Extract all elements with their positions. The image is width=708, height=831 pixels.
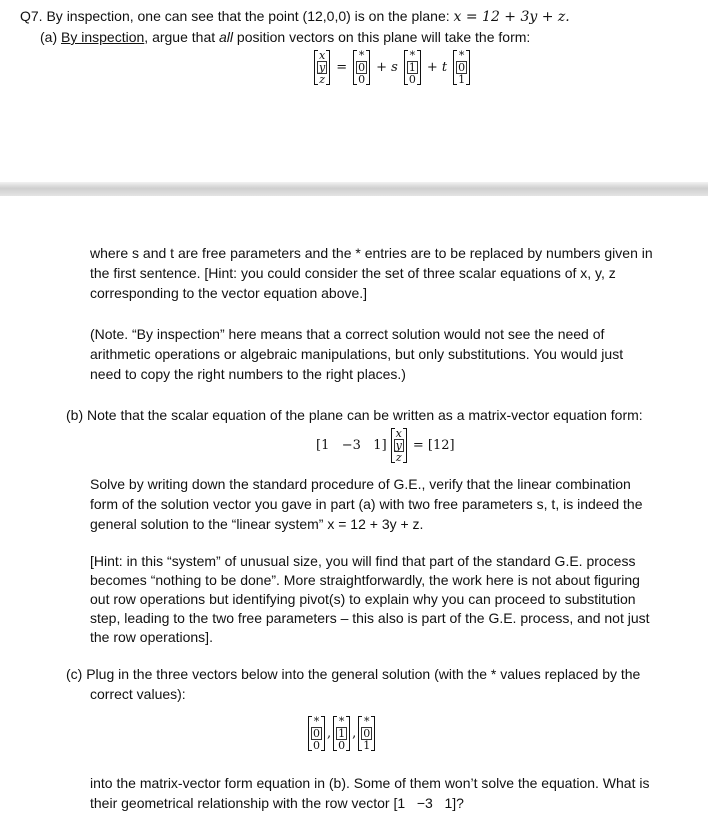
part-a-para-line-2: the first sentence. [Hint: you could consider the set of three scalar equations of x, y, z <box>90 265 616 281</box>
plane-equation: x = 12 + 3y + z. <box>453 9 570 25</box>
part-c-line-4: their geometrical relationship with the row vector [1 −3 1]? <box>90 795 464 811</box>
by-inspection-underlined: By inspection <box>61 29 145 45</box>
part-b-label: (b) <box>66 407 84 423</box>
test-vector-2: * 1 0 <box>333 716 350 751</box>
section-divider <box>0 182 708 196</box>
part-b-para-line-1: Solve by writing down the standard procedure of G.E., verify that the linear combination <box>90 476 631 492</box>
part-b-para-line-3: general solution to the “linear system” x = 12 + 3y + z. <box>90 516 424 532</box>
part-b-hint-line-1: [Hint: in this “system” of unusual size, you will find that part of the standard G.E. process <box>90 553 636 569</box>
part-c-line-3: into the matrix-vector form equation in (b). Some of them won’t solve the equation. What is <box>90 775 650 791</box>
part-b-hint-line-4: step, leading to the two free parameters – this also is part of the G.E. process, and not just <box>90 610 650 626</box>
part-a-lead: (a) By inspection, argue that all position vectors on this plane will take the form: <box>40 29 531 45</box>
part-b-lead: (b) Note that the scalar equation of the plane can be written as a matrix-vector equation form: <box>66 407 643 423</box>
part-a-note-line-2: arithmetic operations or algebraic manipulations, but only substitutions. You would just <box>90 346 624 362</box>
part-b-hint-line-2: becomes “nothing to be done”. More straightforwardly, the work here is not about figuring <box>90 572 640 588</box>
point-vector: * 0 0 <box>353 50 370 85</box>
question-intro: By inspection, one can see that the point (12,0,0) is on the plane: <box>46 8 450 24</box>
part-b-para-line-2: form of the solution vector you gave in part (a) with two free parameters s, t, is indeed the <box>90 496 643 512</box>
part-c-line-2: correct values): <box>90 686 186 702</box>
part-b-hint-line-3: out row operations but identifying pivot(s) to explain why you can proceed to substitution <box>90 591 636 607</box>
part-a-para-line-3: corresponding to the vector equation above.] <box>90 285 368 301</box>
test-vector-3: * 0 1 <box>358 716 375 751</box>
part-c-lead: (c) Plug in the three vectors below into the general solution (with the * values replaced by the <box>66 666 641 682</box>
rhs-value: = [12] <box>412 438 455 453</box>
direction-vector-s: * 1 0 <box>404 50 421 85</box>
position-vector-xyz: x y z <box>314 50 330 85</box>
part-a-note-line-3: need to copy the right numbers to the right places.) <box>90 366 406 382</box>
row-vector: [1 −3 1] <box>316 438 387 453</box>
part-b-hint-line-5: the row operations]. <box>90 629 213 645</box>
part-a-note-line-1: (Note. “By inspection” here means that a correct solution would not see the need of <box>90 326 605 342</box>
question-number: Q7. <box>20 8 43 24</box>
test-vector-1: * 0 0 <box>308 716 325 751</box>
part-a-para-line-1: where s and t are free parameters and the * entries are to be replaced by numbers given in <box>90 245 653 261</box>
direction-vector-t: * 0 1 <box>453 50 470 85</box>
part-b-matrix-equation <box>316 428 459 463</box>
column-vector-xyz: x y z <box>391 428 407 463</box>
part-c-label: (c) <box>66 666 83 682</box>
question-heading <box>20 6 570 27</box>
part-c-vectors: * 0 0 , * 1 0 , * 0 1 <box>306 716 377 751</box>
part-a-vector-equation: x y z = * 0 0 + s * 1 0 + t * 0 1 <box>312 50 472 85</box>
part-a-label: (a) <box>40 29 58 45</box>
